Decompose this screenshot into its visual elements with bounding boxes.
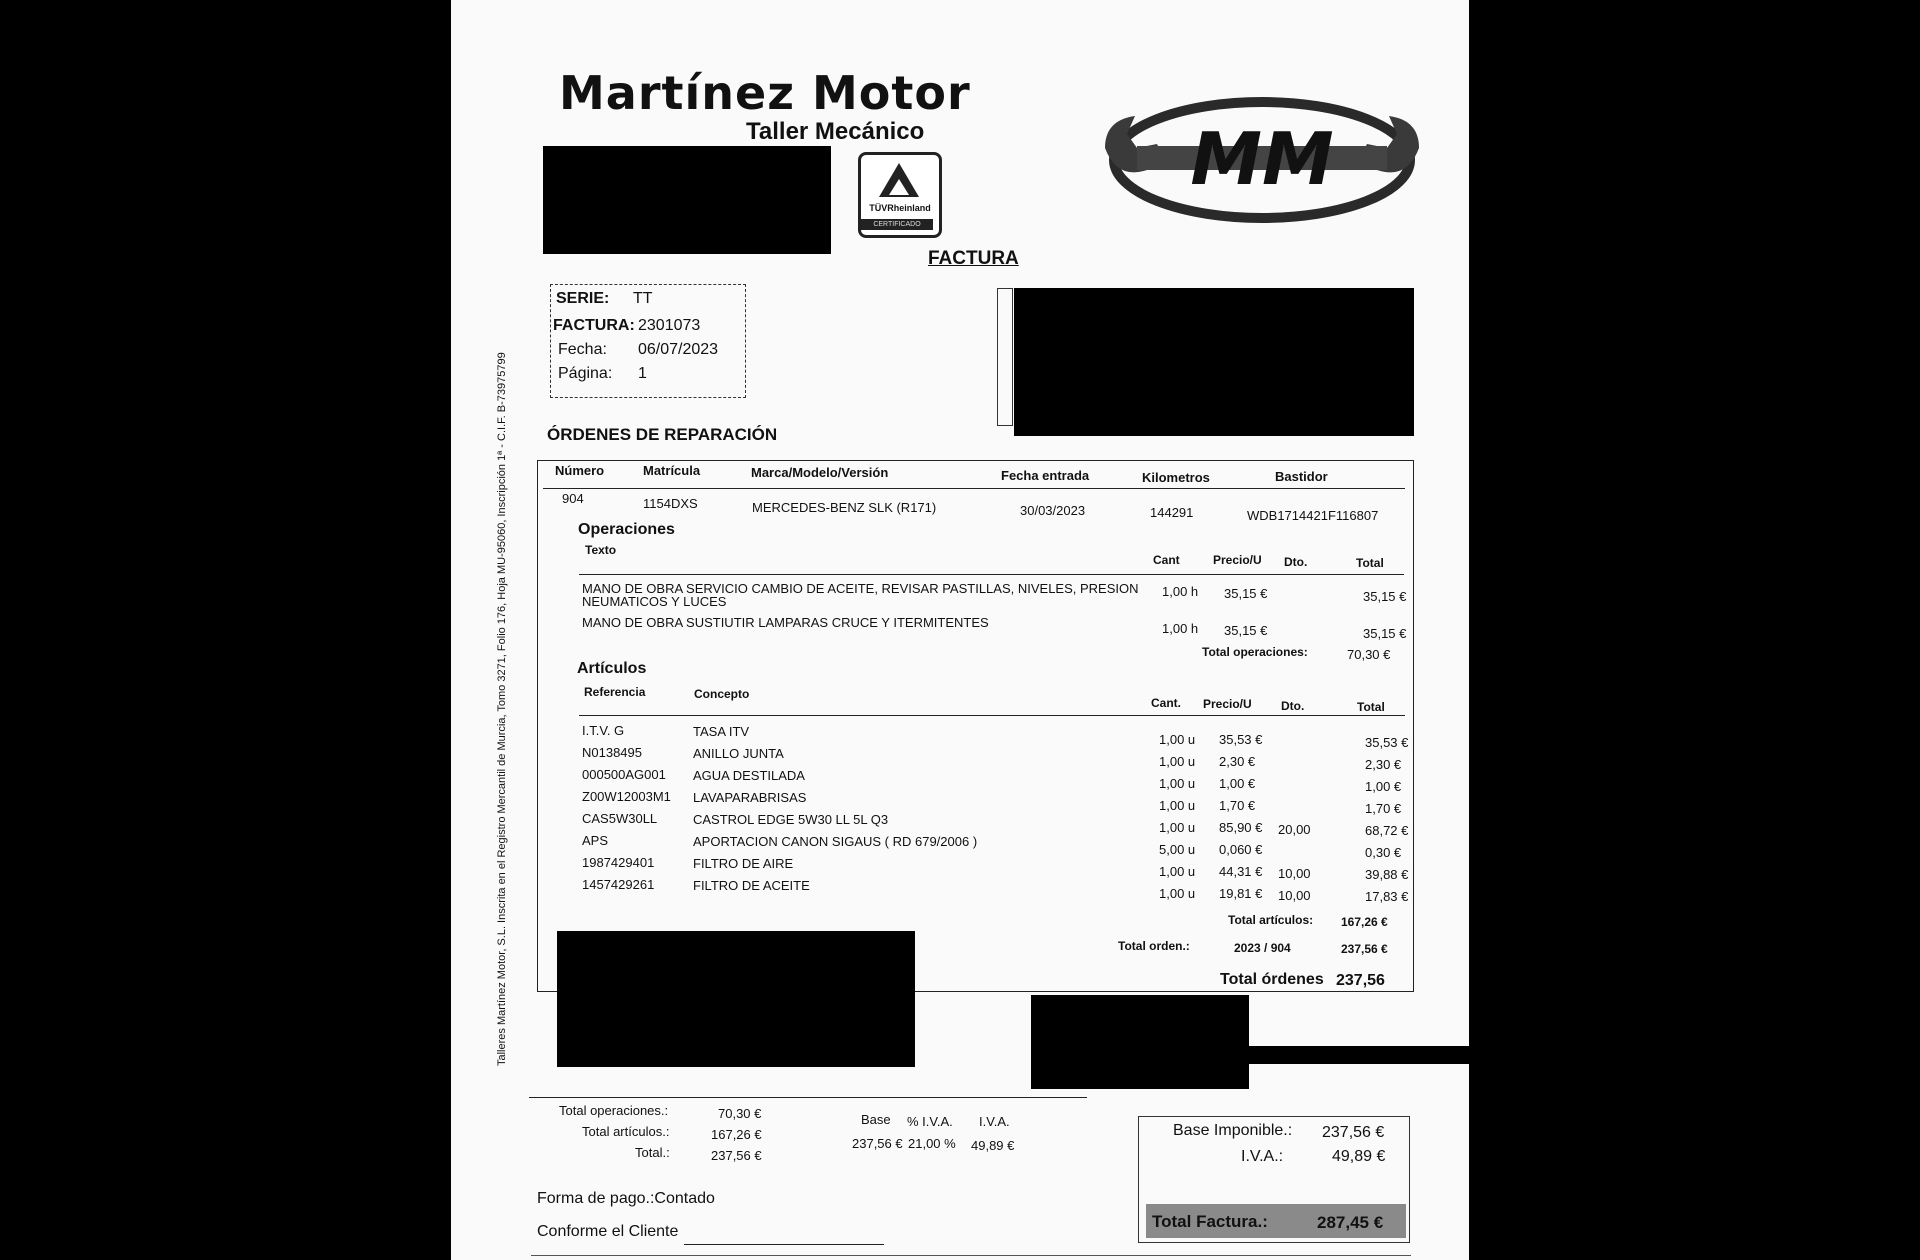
order-header-marca: Marca/Modelo/Versión	[751, 465, 889, 480]
operations-total-value: 70,30 €	[1347, 647, 1391, 662]
redacted-address	[543, 146, 831, 254]
article-total: 0,30 €	[1365, 845, 1402, 860]
vat-base-value: 237,56 €	[852, 1136, 903, 1151]
document-title: FACTURA	[928, 248, 1019, 269]
operation-row-2-precio: 35,15 €	[1224, 623, 1268, 638]
signature-line	[684, 1244, 884, 1245]
operations-title: Operaciones	[578, 521, 675, 538]
article-precio: 44,31 €	[1219, 864, 1263, 879]
article-ref: I.T.V. G	[582, 723, 625, 738]
article-precio: 35,53 €	[1219, 732, 1263, 747]
base-imponible-label: Base Imponible.:	[1173, 1122, 1293, 1139]
summary-line	[529, 1097, 1087, 1098]
article-precio: 1,00 €	[1219, 776, 1256, 791]
article-total: 17,83 €	[1365, 889, 1409, 904]
redacted-customer	[1014, 288, 1414, 436]
article-ref: Z00W12003M1	[582, 789, 671, 804]
fecha-label: Fecha:	[558, 341, 607, 358]
articles-header-ref: Referencia	[584, 685, 646, 699]
pagina-label: Página:	[558, 365, 613, 382]
articles-header-cant: Cant.	[1151, 696, 1181, 710]
operation-row-1-cant: 1,00 h	[1162, 584, 1199, 599]
order-header-numero: Número	[555, 463, 605, 478]
vat-iva-value: 49,89 €	[971, 1138, 1015, 1153]
company-subtitle: Taller Mecánico	[746, 118, 925, 145]
operations-header-texto: Texto	[585, 543, 617, 557]
summary-total-value: 237,56 €	[711, 1148, 762, 1163]
operation-row-1-line1: MANO DE OBRA SERVICIO CAMBIO DE ACEITE, REVISAR PASTILLAS, NIVELES, PRESION	[582, 581, 1139, 596]
tuv-certification-logo: TÜVRheinland CERTIFICADO	[858, 152, 942, 238]
pagina-value: 1	[638, 365, 647, 382]
iva-label: I.V.A.:	[1241, 1148, 1284, 1165]
article-cant: 1,00 u	[1159, 776, 1196, 791]
article-total: 1,70 €	[1365, 801, 1402, 816]
operations-header-cant: Cant	[1153, 553, 1180, 567]
order-header-fecha: Fecha entrada	[1001, 468, 1090, 483]
order-header-matricula: Matrícula	[643, 463, 701, 478]
article-total: 68,72 €	[1365, 823, 1409, 838]
operations-header-precio: Precio/U	[1213, 553, 1262, 567]
customer-box-border	[997, 288, 1013, 426]
article-cant: 5,00 u	[1159, 842, 1196, 857]
order-header-line	[543, 488, 1405, 489]
article-precio: 1,70 €	[1219, 798, 1256, 813]
factura-label: FACTURA:	[553, 317, 635, 334]
order-fecha: 30/03/2023	[1020, 503, 1086, 518]
articles-total-label: Total artículos:	[1228, 913, 1314, 927]
orders-title: ÓRDENES DE REPARACIÓN	[547, 425, 778, 444]
operation-row-2-cant: 1,00 h	[1162, 621, 1199, 636]
registry-text: Talleres Martínez Motor, S.L. Inscrita en el Registro Mercantil de Murcia, Tomo 3271, Folio 176, Hoja MU-95060, Inscripción 1ª - C.I.F. B-73975799	[496, 352, 508, 1066]
vat-base-label: Base	[861, 1112, 891, 1127]
operations-header-total: Total	[1356, 556, 1384, 570]
operation-row-1-line2: NEUMATICOS Y LUCES	[582, 594, 727, 609]
article-dto: 10,00	[1278, 866, 1311, 881]
svg-text:MM: MM	[1190, 117, 1334, 201]
order-total-label: Total orden.:	[1118, 939, 1190, 953]
order-total-value: 237,56 €	[1341, 942, 1388, 956]
article-ref: N0138495	[582, 745, 642, 760]
article-precio: 2,30 €	[1219, 754, 1256, 769]
conforme-label: Conforme el Cliente	[537, 1223, 679, 1240]
serie-label: SERIE:	[556, 290, 610, 307]
total-factura-value: 287,45 €	[1317, 1213, 1384, 1232]
article-concepto: TASA ITV	[693, 724, 750, 739]
article-concepto: APORTACION CANON SIGAUS ( RD 679/2006 )	[693, 834, 978, 849]
articles-total-value: 167,26 €	[1341, 915, 1388, 929]
operation-row-1-total: 35,15 €	[1363, 589, 1407, 604]
order-total-ref: 2023 / 904	[1234, 941, 1291, 955]
article-precio: 0,060 €	[1219, 842, 1263, 857]
article-precio: 85,90 €	[1219, 820, 1263, 835]
article-concepto: AGUA DESTILADA	[693, 768, 805, 783]
article-cant: 1,00 u	[1159, 798, 1196, 813]
operations-header-dto: Dto.	[1284, 555, 1308, 569]
vat-pct-value: 21,00 %	[908, 1136, 956, 1151]
operation-row-2-line1: MANO DE OBRA SUSTIUTIR LAMPARAS CRUCE Y ITERMITENTES	[582, 615, 989, 630]
vat-iva-label: I.V.A.	[979, 1114, 1010, 1129]
article-concepto: FILTRO DE ACEITE	[693, 878, 810, 893]
article-total: 39,88 €	[1365, 867, 1409, 882]
articles-header-line	[579, 715, 1405, 716]
operations-header-line	[579, 574, 1404, 575]
invoice-page	[451, 0, 1469, 1260]
redacted-stamp	[1031, 995, 1249, 1089]
article-cant: 1,00 u	[1159, 864, 1196, 879]
wrench-logo-icon	[1097, 88, 1427, 228]
summary-ops-label: Total operaciones.:	[559, 1103, 669, 1118]
article-concepto: CASTROL EDGE 5W30 LL 5L Q3	[693, 812, 889, 827]
summary-arts-label: Total artículos.:	[582, 1124, 670, 1139]
operations-total-label: Total operaciones:	[1202, 645, 1308, 659]
orders-total-label: Total órdenes	[1220, 971, 1324, 988]
vat-pct-label: % I.V.A.	[907, 1114, 953, 1129]
articles-title: Artículos	[577, 660, 647, 677]
order-marca: MERCEDES-BENZ SLK (R171)	[752, 500, 937, 515]
order-bastidor: WDB1714421F116807	[1247, 508, 1379, 523]
fecha-value: 06/07/2023	[638, 341, 719, 358]
serie-value: TT	[633, 290, 653, 307]
article-ref: 000500AG001	[582, 767, 666, 782]
factura-value: 2301073	[638, 317, 701, 334]
articles-header-concepto: Concepto	[694, 687, 750, 701]
summary-total-label: Total.:	[635, 1145, 670, 1160]
summary-ops-value: 70,30 €	[718, 1106, 762, 1121]
article-dto: 20,00	[1278, 822, 1311, 837]
articles-header-precio: Precio/U	[1203, 697, 1252, 711]
article-dto: 10,00	[1278, 888, 1311, 903]
article-ref: 1457429261	[582, 877, 655, 892]
article-precio: 19,81 €	[1219, 886, 1263, 901]
base-imponible-value: 237,56 €	[1322, 1124, 1385, 1141]
order-numero: 904	[562, 491, 584, 506]
redacted-strip	[1249, 1046, 1469, 1064]
article-ref: CAS5W30LL	[582, 811, 658, 826]
order-header-km: Kilometros	[1142, 470, 1210, 485]
article-total: 1,00 €	[1365, 779, 1402, 794]
order-matricula: 1154DXS	[643, 496, 698, 511]
article-cant: 1,00 u	[1159, 820, 1196, 835]
article-cant: 1,00 u	[1159, 886, 1196, 901]
articles-header-dto: Dto.	[1281, 699, 1305, 713]
orders-total-value: 237,56	[1336, 972, 1385, 989]
article-concepto: LAVAPARABRISAS	[693, 790, 807, 805]
redacted-notes	[557, 931, 915, 1067]
payment-method: Forma de pago.:Contado	[537, 1190, 715, 1207]
article-concepto: FILTRO DE AIRE	[693, 856, 794, 871]
total-factura-label: Total Factura.:	[1152, 1212, 1268, 1231]
articles-header-total: Total	[1357, 700, 1385, 714]
article-cant: 1,00 u	[1159, 732, 1196, 747]
order-km: 144291	[1150, 505, 1194, 520]
article-cant: 1,00 u	[1159, 754, 1196, 769]
operation-row-1-precio: 35,15 €	[1224, 586, 1268, 601]
operation-row-2-total: 35,15 €	[1363, 626, 1407, 641]
iva-value: 49,89 €	[1332, 1148, 1386, 1165]
article-ref: 1987429401	[582, 855, 655, 870]
article-ref: APS	[582, 833, 609, 848]
summary-arts-value: 167,26 €	[711, 1127, 762, 1142]
article-total: 2,30 €	[1365, 757, 1402, 772]
footer-line	[531, 1255, 1411, 1256]
article-concepto: ANILLO JUNTA	[693, 746, 784, 761]
company-name: Martínez Motor	[559, 66, 971, 120]
order-header-bastidor: Bastidor	[1275, 469, 1328, 484]
article-total: 35,53 €	[1365, 735, 1409, 750]
